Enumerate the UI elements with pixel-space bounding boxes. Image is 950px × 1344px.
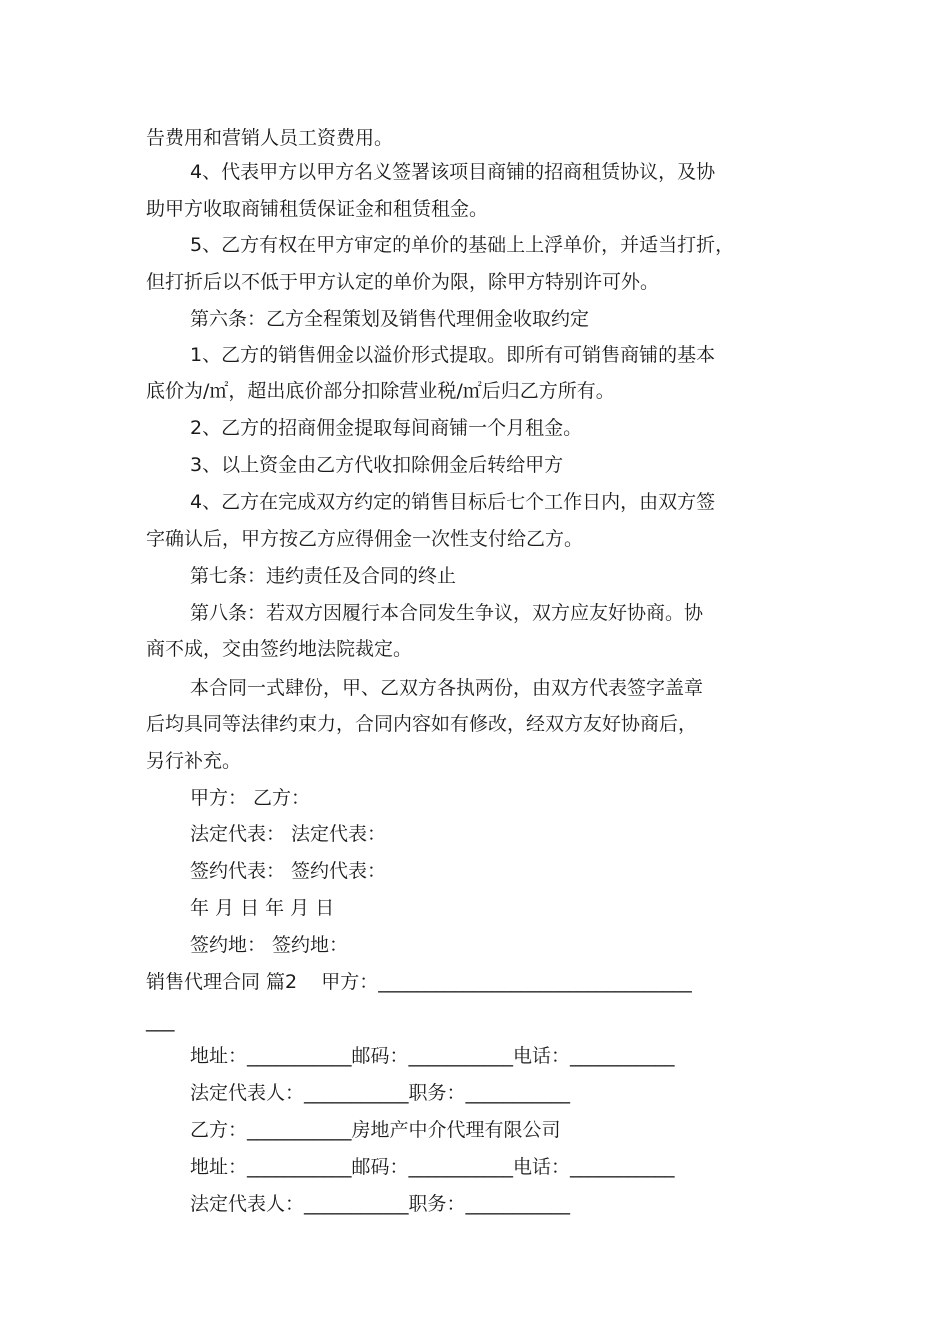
body-line: 字确认后，甲方按乙方应得佣金一次性支付给乙方。: [146, 528, 584, 550]
contract-title-line: 销售代理合同 篇2 甲方：_________________________________: [146, 971, 692, 993]
form-line: 地址：___________邮码：___________电话：___________: [190, 1156, 675, 1178]
section-heading: 第七条：违约责任及合同的终止: [190, 565, 457, 587]
form-line: 地址：___________邮码：___________电话：___________: [190, 1045, 675, 1067]
signature-line: 签约地： 签约地：: [190, 934, 349, 956]
body-line: 3、以上资金由乙方代收扣除佣金后转给甲方: [190, 454, 564, 476]
body-line: 另行补充。: [146, 750, 242, 772]
body-line: 商不成，交由签约地法院裁定。: [146, 638, 413, 660]
signature-line: 法定代表： 法定代表：: [190, 823, 387, 845]
body-line: 底价为/㎡，超出底价部分扣除营业税/㎡后归乙方所有。: [146, 380, 615, 402]
body-line: 本合同一式肆份，甲、乙双方各执两份，由双方代表签字盖章: [190, 677, 704, 699]
body-line: 5、乙方有权在甲方审定的单价的基础上上浮单价，并适当打折，: [190, 234, 735, 256]
body-line: 1、乙方的销售佣金以溢价形式提取。即所有可销售商铺的基本: [190, 344, 716, 366]
body-line: 4、乙方在完成双方约定的销售目标后七个工作日内，由双方签: [190, 491, 716, 513]
fill-in-line: ___: [146, 1010, 175, 1032]
signature-line: 甲方： 乙方：: [190, 787, 311, 809]
form-line: 乙方：___________房地产中介代理有限公司: [190, 1119, 561, 1141]
date-line: 年 月 日 年 月 日: [190, 897, 335, 919]
body-line: 2、乙方的招商佣金提取每间商铺一个月租金。: [190, 417, 583, 439]
body-line: 后均具同等法律约束力，合同内容如有修改，经双方友好协商后，: [146, 713, 698, 735]
body-line: 但打折后以不低于甲方认定的单价为限，除甲方特别许可外。: [146, 271, 660, 293]
section-heading: 第六条：乙方全程策划及销售代理佣金收取约定: [190, 308, 590, 330]
body-line: 告费用和营销人员工资费用。: [146, 127, 394, 149]
body-line: 助甲方收取商铺租赁保证金和租赁租金。: [146, 198, 489, 220]
signature-line: 签约代表： 签约代表：: [190, 860, 387, 882]
form-line: 法定代表人：___________职务：___________: [190, 1082, 571, 1104]
form-line: 法定代表人：___________职务：___________: [190, 1193, 571, 1215]
body-line: 4、代表甲方以甲方名义签署该项目商铺的招商租赁协议，及协: [190, 161, 716, 183]
body-line: 第八条：若双方因履行本合同发生争议，双方应友好协商。协: [190, 602, 704, 624]
